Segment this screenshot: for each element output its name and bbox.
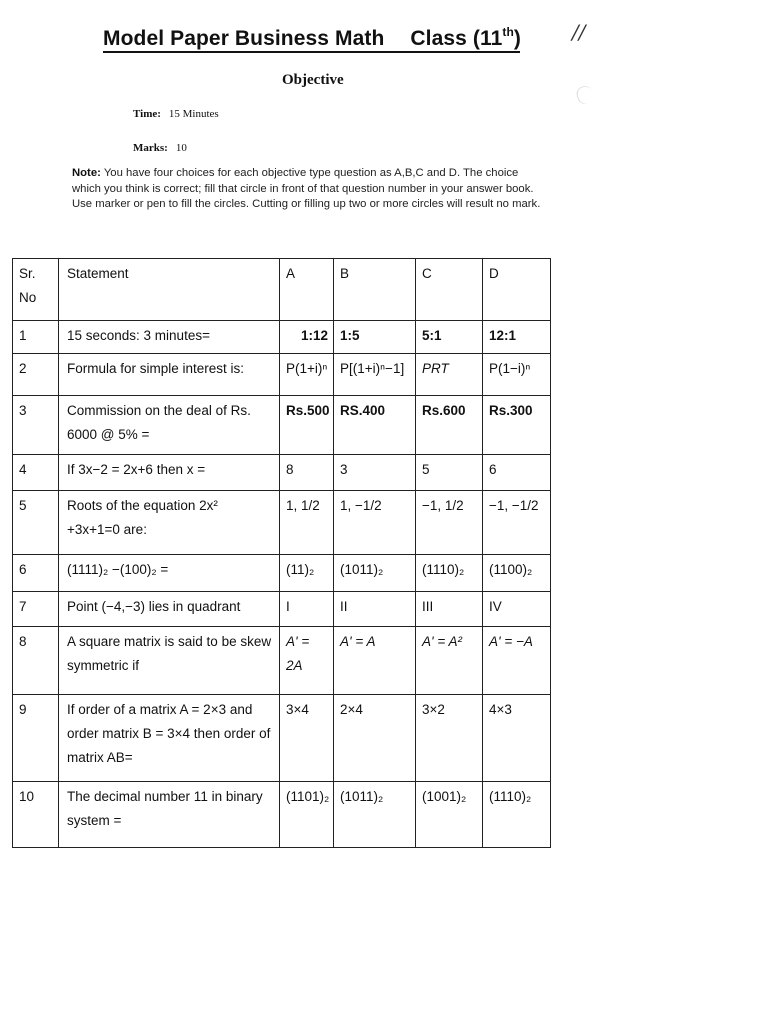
header-b: B [334, 259, 416, 321]
option-a: (1101)₂ [280, 782, 334, 848]
option-b: 1:5 [334, 321, 416, 354]
row-sr: 10 [13, 782, 59, 848]
section-subtitle: Objective [282, 72, 344, 88]
row-statement: Roots of the equation 2x² +3x+1=0 are: [59, 491, 280, 555]
table-row [13, 555, 551, 592]
header-sr: Sr. No [13, 259, 59, 321]
questions-table [12, 258, 551, 848]
row-statement: The decimal number 11 in binary system = [59, 782, 280, 848]
option-d: 4×3 [483, 695, 551, 782]
option-c: III [416, 592, 483, 627]
option-a: Rs.500 [280, 396, 334, 455]
option-b: (1011)₂ [334, 782, 416, 848]
option-b: 3 [334, 455, 416, 491]
option-c: 5 [416, 455, 483, 491]
option-d: 12:1 [483, 321, 551, 354]
row-sr: 7 [13, 592, 59, 627]
class-label [410, 27, 521, 50]
row-statement: Point (−4,−3) lies in quadrant [59, 592, 280, 627]
option-b: P[(1+i)ⁿ−1] [334, 354, 416, 396]
option-a: 3×4 [280, 695, 334, 782]
header-c: C [416, 259, 483, 321]
row-sr: 8 [13, 627, 59, 695]
option-a: (11)₂ [280, 555, 334, 592]
option-a: A' = 2A [280, 627, 334, 695]
option-b: II [334, 592, 416, 627]
header-d: D [483, 259, 551, 321]
table-row [13, 354, 551, 396]
option-b: A' = A [334, 627, 416, 695]
table-row [13, 592, 551, 627]
row-sr: 9 [13, 695, 59, 782]
title-text: Model Paper Business Math [103, 27, 385, 50]
option-b: 2×4 [334, 695, 416, 782]
option-b: 1, −1/2 [334, 491, 416, 555]
row-sr: 4 [13, 455, 59, 491]
option-c: 5:1 [416, 321, 483, 354]
row-statement: If order of a matrix A = 2×3 and order matrix B = 3×4 then order of matrix AB= [59, 695, 280, 782]
option-d: Rs.300 [483, 396, 551, 455]
row-sr: 3 [13, 396, 59, 455]
note-label: Note: [72, 167, 101, 179]
note-text: You have four choices for each objective type question as A,B,C and D. The choice which you think is correct; fill that circle in front of that question number in your answer book. Use marker or pen to fill the circles. Cutting or filling up two or more circles will result no mark. [72, 167, 541, 210]
row-statement: If 3x−2 = 2x+6 then x = [59, 455, 280, 491]
option-a: 1:12 [280, 321, 334, 354]
table-row [13, 396, 551, 455]
option-c: 3×2 [416, 695, 483, 782]
marks-info [133, 142, 187, 154]
table-row [13, 627, 551, 695]
class-label-text: Class (11 [410, 27, 503, 50]
marks-value: 10 [175, 142, 187, 154]
faint-pencil-mark [574, 84, 595, 106]
table-row [13, 491, 551, 555]
option-d: (1100)₂ [483, 555, 551, 592]
option-a: P(1+i)ⁿ [280, 354, 334, 396]
row-sr: 2 [13, 354, 59, 396]
option-a: 8 [280, 455, 334, 491]
option-d: P(1−i)ⁿ [483, 354, 551, 396]
option-d: IV [483, 592, 551, 627]
row-statement: Formula for simple interest is: [59, 354, 280, 396]
option-c: (1001)₂ [416, 782, 483, 848]
class-sup: th [502, 25, 514, 39]
table-row [13, 695, 551, 782]
marks-label: Marks: [133, 142, 168, 154]
option-b: (1011)₂ [334, 555, 416, 592]
option-b: RS.400 [334, 396, 416, 455]
option-c: (1110)₂ [416, 555, 483, 592]
option-c: PRT [416, 354, 483, 396]
option-d: 6 [483, 455, 551, 491]
row-statement: Commission on the deal of Rs. 6000 @ 5% = [59, 396, 280, 455]
option-c: −1, 1/2 [416, 491, 483, 555]
row-statement: A square matrix is said to be skew symmetric if [59, 627, 280, 695]
option-a: I [280, 592, 334, 627]
option-d: (1110)₂ [483, 782, 551, 848]
table-row [13, 782, 551, 848]
header-statement: Statement [59, 259, 280, 321]
title-underline [103, 51, 520, 53]
header-a: A [280, 259, 334, 321]
table-row [13, 455, 551, 491]
table-header-row [13, 259, 551, 321]
option-d: A' = −A [483, 627, 551, 695]
row-sr: 1 [13, 321, 59, 354]
row-sr: 6 [13, 555, 59, 592]
option-c: Rs.600 [416, 396, 483, 455]
time-value: 15 Minutes [168, 108, 219, 120]
time-info [133, 108, 219, 120]
page-title [103, 26, 521, 51]
row-statement: (1111)₂ −(100)₂ = [59, 555, 280, 592]
instructions-note [72, 166, 548, 213]
option-c: A' = A² [416, 627, 483, 695]
table-row [13, 321, 551, 354]
option-a: 1, 1/2 [280, 491, 334, 555]
corner-handwritten-mark: // [572, 20, 586, 44]
time-label: Time: [133, 108, 161, 120]
row-statement: 15 seconds: 3 minutes= [59, 321, 280, 354]
row-sr: 5 [13, 491, 59, 555]
class-close: ) [513, 27, 521, 50]
option-d: −1, −1/2 [483, 491, 551, 555]
